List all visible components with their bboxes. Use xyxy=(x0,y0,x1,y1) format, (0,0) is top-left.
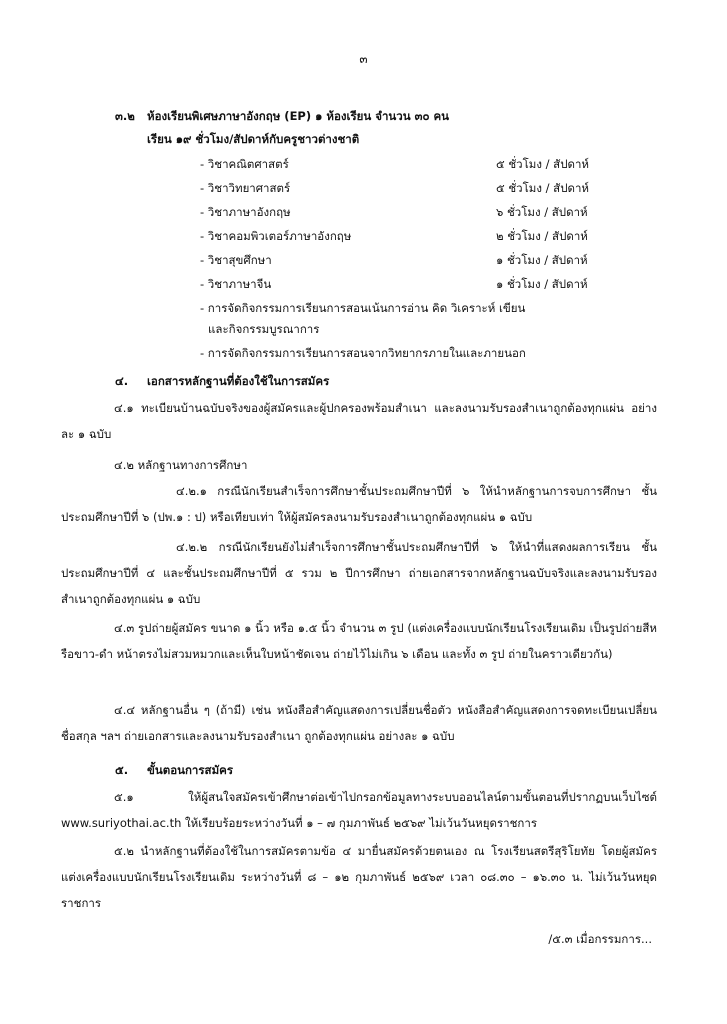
subject-label: - วิชาสุขศึกษา xyxy=(200,253,272,267)
activity-item-continued: และกิจกรรมบูรณาการ xyxy=(208,322,320,336)
subject-label: - วิชาภาษาจีน xyxy=(200,277,272,291)
paragraph-4-3: ๔.๓ รูปถ่ายผู้สมัคร ขนาด ๑ นิ้ว หรือ ๑.๕ นิ้ว จำนวน ๓ รูป (แต่งเครื่องแบบนักเรียนโรงเรียนเดิม เป็นรูปถ่ายสีหรือขาว-ดำ หน้าตรงไม่สวมหมวกและเห็นใบหน้าชัดเจน ถ่ายไว้ไม่เกิน ๖ เดือน และทั้ง ๓ รูป ถ่ายในคราวเดียวกัน) xyxy=(61,621,657,661)
page-number: ๓ xyxy=(359,52,368,66)
paragraph-4-2-2: ๔.๒.๒ กรณีนักเรียนยังไม่สำเร็จการศึกษาชั้นประถมศึกษาปีที่ ๖ ให้นำที่แสดงผลการเรียน ชั้นประถมศึกษาปีที่ ๔ และชั้นประถมศึกษาปีที่ ๕ รวม ๒ ปีการศึกษา ถ่ายเอกสารจากหลักฐานฉบับจริงและลงนามรับรองสำเนาถูกต้องทุกแผ่น ๑ ฉบับ xyxy=(61,540,657,606)
paragraph-4-2-title: ๔.๒ หลักฐานทางการศึกษา xyxy=(114,458,248,472)
activity-item: - การจัดกิจกรรมการเรียนการสอนเน้นการอ่าน คิด วิเคราะห์ เขียน xyxy=(200,301,526,315)
subject-hours: ๑ ชั่วโมง / สัปดาห์ xyxy=(496,277,588,291)
subject-hours: ๕ ชั่วโมง / สัปดาห์ xyxy=(496,181,590,195)
subject-label: - วิชาคอมพิวเตอร์ภาษาอังกฤษ xyxy=(200,229,352,243)
continuation-footer: /๕.๓ เมื่อกรรมการ... xyxy=(548,932,652,946)
section-4-number: ๔. xyxy=(115,374,129,388)
subject-hours: ๖ ชั่วโมง / สัปดาห์ xyxy=(496,205,588,219)
section-5-heading: ขั้นตอนการสมัคร xyxy=(147,763,234,777)
section-3-2-subheading: เรียน ๑๙ ชั่วโมง/สัปดาห์กับครูชาวต่างชาติ xyxy=(147,132,360,146)
paragraph-4-4: ๔.๔ หลักฐานอื่น ๆ (ถ้ามี) เช่น หนังสือสำคัญแสดงการเปลี่ยนชื่อตัว หนังสือสำคัญแสดงการจดทะเบียนเปลี่ยนชื่อสกุล ฯลฯ ถ่ายเอกสารและลงนามรับรองสำเนา ถูกต้องทุกแผ่น อย่างละ ๑ ฉบับ xyxy=(61,703,657,743)
paragraph-4-2-1: ๔.๒.๑ กรณีนักเรียนสำเร็จการศึกษาชั้นประถมศึกษาปีที่ ๖ ให้นำหลักฐานการจบการศึกษา ชั้นประถมศึกษาปีที่ ๖ (ปพ.๑ : ป) หรือเทียบเท่า ให้ผู้สมัครลงนามรับรองสำเนาถูกต้องทุกแผ่น ๑ ฉบับ xyxy=(61,484,657,524)
subject-hours: ๕ ชั่วโมง / สัปดาห์ xyxy=(496,157,590,171)
section-3-2-number: ๓.๒ xyxy=(115,109,135,123)
subject-label: - วิชาภาษาอังกฤษ xyxy=(200,205,291,219)
paragraph-5-1: ๕.๑ ให้ผู้สนใจสมัครเข้าศึกษาต่อเข้าไปกรอกข้อมูลทางระบบออนไลน์ตามขั้นตอนที่ปรากฏบนเว็บไซต์ www.suriyothai.ac.th ให้เรียบร้อยระหว่างวันที่ ๑ – ๗ กุมภาพันธ์ ๒๕๖๙ ไม่เว้นวันหยุดราชการ xyxy=(61,790,657,830)
subject-label: - วิชาวิทยาศาสตร์ xyxy=(200,181,291,195)
activity-item: - การจัดกิจกรรมการเรียนการสอนจากวิทยากรภายในและภายนอก xyxy=(200,346,526,360)
subject-hours: ๑ ชั่วโมง / สัปดาห์ xyxy=(496,253,588,267)
paragraph-5-2: ๕.๒ นำหลักฐานที่ต้องใช้ในการสมัครตามข้อ ๔ มายื่นสมัครด้วยตนเอง ณ โรงเรียนสตรีสุริโยทัย โดยผู้สมัครแต่งเครื่องแบบนักเรียนโรงเรียนเดิม ระหว่างวันที่ ๘ – ๑๒ กุมภาพันธ์ ๒๕๖๙ เวลา ๐๘.๓๐ – ๑๖.๓๐ น. ไม่เว้นวันหยุดราชการ xyxy=(61,844,657,910)
section-5-number: ๕. xyxy=(115,763,129,777)
subject-label: - วิชาคณิตศาสตร์ xyxy=(200,157,289,171)
section-4-heading: เอกสารหลักฐานที่ต้องใช้ในการสมัคร xyxy=(147,374,330,388)
paragraph-4-1: ๔.๑ ทะเบียนบ้านฉบับจริงของผู้สมัครและผู้ปกครองพร้อมสำเนา และลงนามรับรองสำเนาถูกต้องทุกแผ่น อย่างละ ๑ ฉบับ xyxy=(61,401,657,441)
section-3-2-heading: ห้องเรียนพิเศษภาษาอังกฤษ (EP) ๑ ห้องเรียน จำนวน ๓๐ คน xyxy=(147,109,450,123)
subject-hours: ๒ ชั่วโมง / สัปดาห์ xyxy=(496,229,588,243)
